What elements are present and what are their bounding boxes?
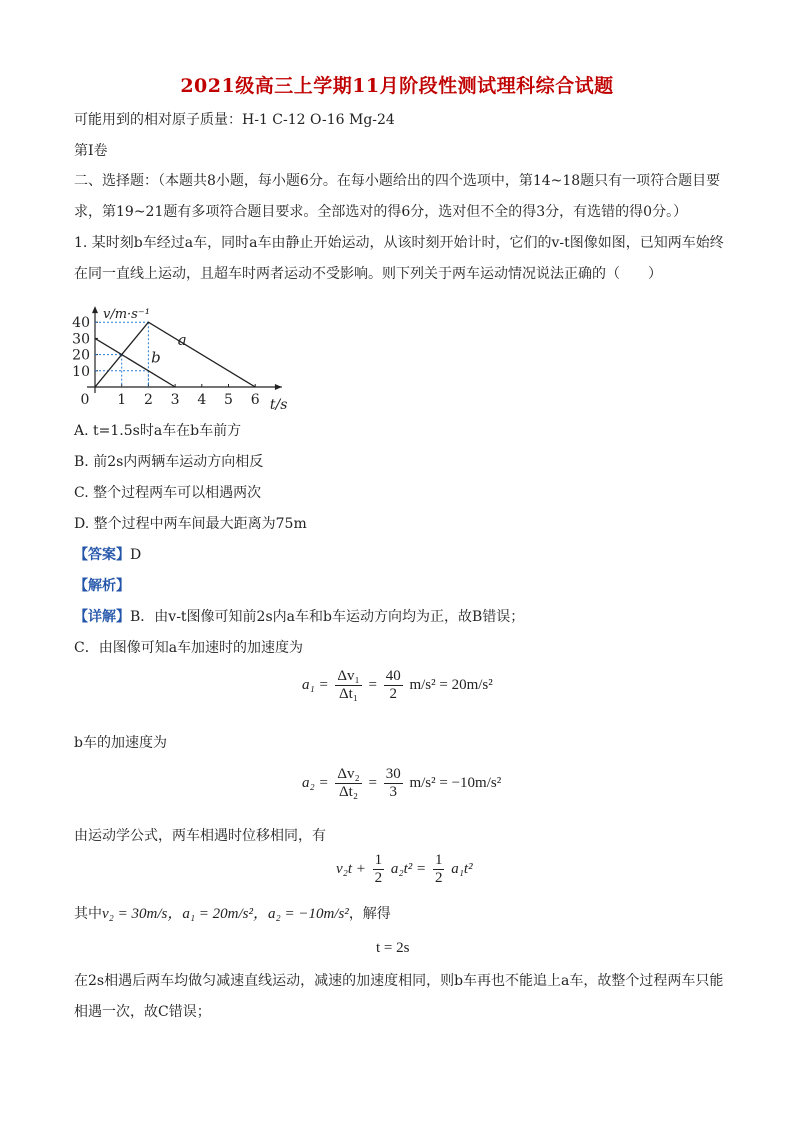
eq-meet-lhs: v₂t + xyxy=(336,860,366,877)
y-tick-label: 10 xyxy=(72,363,90,380)
y-axis-label: v/m·s⁻¹ xyxy=(103,307,150,323)
x-tick-label: 3 xyxy=(170,392,180,408)
question-stem: 1. 某时刻b车经过a车，同时a车由静止开始运动，从该时刻开始计时，它们的v-t图像如图，已知两车始终在同一直线上运动，且超车时两者运动不受影响。则下列关于两车运动情况说法正确的（ ） xyxy=(74,235,724,282)
y-axis-arrow xyxy=(92,306,98,313)
eq-a1-equals: = xyxy=(368,676,377,693)
volume-label: 第Ⅰ卷 xyxy=(74,143,108,159)
detail-b-text: B．由v-t图像可知前2s内a车和b车运动方向均为正，故B错误； xyxy=(130,609,525,625)
eq-a2-frac1: $\frac{\text{Δv₂}}{\text{Δt₂}}$ xyxy=(337,766,360,800)
answer-line xyxy=(74,545,141,565)
x-tick-label: 5 xyxy=(224,392,233,408)
eq-a2-lhs: a₂ = xyxy=(302,774,329,791)
equation-meet xyxy=(336,852,473,887)
x-tick-label: 4 xyxy=(197,392,207,408)
x-tick-label: 1 xyxy=(117,392,127,408)
x-tick-label: 6 xyxy=(250,392,260,408)
given-line xyxy=(74,904,391,924)
eq-meet-frac1: $\frac{1}{2}$ xyxy=(374,852,383,886)
section-intro: 二、选择题：（本题共8小题，每小题6分。在每小题给出的四个选项中，第14~18题只有一项符合题目要求，第19~21题有多项符合题目要求。全部选对的得6分，选对但不全的得3分，有选错的得0分。） xyxy=(74,173,721,220)
given-values: v₂ = 30m/s，a₁ = 20m/s²，a₂ = −10m/s² xyxy=(102,906,349,922)
answer-value: D xyxy=(130,547,142,563)
x-axis-arrow xyxy=(275,384,282,390)
eq-meet-frac2: $\frac{1}{2}$ xyxy=(434,852,443,886)
atomic-mass-line: 可能用到的相对原子质量：H-1 C-12 O-16 Mg-24 xyxy=(74,112,395,128)
eq-a2-frac2: $\frac{30}{3}$ xyxy=(385,766,401,800)
series-label-a: a xyxy=(177,330,187,349)
analysis-label: 【解析】 xyxy=(74,578,130,594)
x-axis-label: t/s xyxy=(269,397,288,413)
answer-label: 【答案】 xyxy=(74,547,130,563)
page-title: 2021级高三上学期11月阶段性测试理科综合试题 xyxy=(180,75,614,97)
vt-chart xyxy=(60,288,310,414)
given-suffix: ，解得 xyxy=(348,906,391,922)
eq-a2-rhs: m/s² = −10m/s² xyxy=(409,774,502,791)
equation-a1 xyxy=(302,668,493,703)
solution: t = 2s xyxy=(376,940,410,956)
eq-a1-lhs: a₁ = xyxy=(302,676,329,693)
given-prefix: 其中 xyxy=(74,906,102,922)
eq-a1-frac1: $\frac{\text{Δv₁}}{\text{Δt₁}}$ xyxy=(337,668,360,702)
eq-a1-rhs: m/s² = 20m/s² xyxy=(409,676,493,693)
y-tick-label: 40 xyxy=(72,315,90,332)
detail-b-line xyxy=(74,607,524,627)
series-label-b: b xyxy=(151,348,161,367)
series-line-b xyxy=(95,338,175,387)
eq-a1-frac2: $\frac{40}{2}$ xyxy=(385,668,401,702)
origin-label: 0 xyxy=(80,392,90,408)
y-tick-label: 30 xyxy=(72,331,90,348)
equation-a2 xyxy=(302,766,501,801)
detail-label: 【详解】 xyxy=(74,609,130,625)
y-tick-label: 20 xyxy=(72,347,90,364)
option-d: D. 整个过程中两车间最大距离为75m xyxy=(74,516,307,532)
eq-meet-mid: a₂t² = xyxy=(390,860,427,877)
option-c: C. 整个过程两车可以相遇两次 xyxy=(74,485,262,501)
eq-meet-rhs: a₁t² xyxy=(451,860,473,877)
kinematics-text: 由运动学公式，两车相遇时位移相同，有 xyxy=(74,828,326,844)
option-b: B. 前2s内两辆车运动方向相反 xyxy=(74,454,264,470)
x-tick-label: 2 xyxy=(143,392,153,408)
eq-a2-equals: = xyxy=(368,774,377,791)
option-a: A. t=1.5s时a车在b车前方 xyxy=(74,423,242,439)
b-accel-text: b车的加速度为 xyxy=(74,735,167,751)
conclusion-text: 在2s相遇后两车均做匀减速直线运动，减速的加速度相同，则b车再也不能追上a车，故整个过程两车只能相遇一次，故C错误； xyxy=(74,973,724,1020)
detail-c-intro: C．由图像可知a车加速时的加速度为 xyxy=(74,640,304,656)
